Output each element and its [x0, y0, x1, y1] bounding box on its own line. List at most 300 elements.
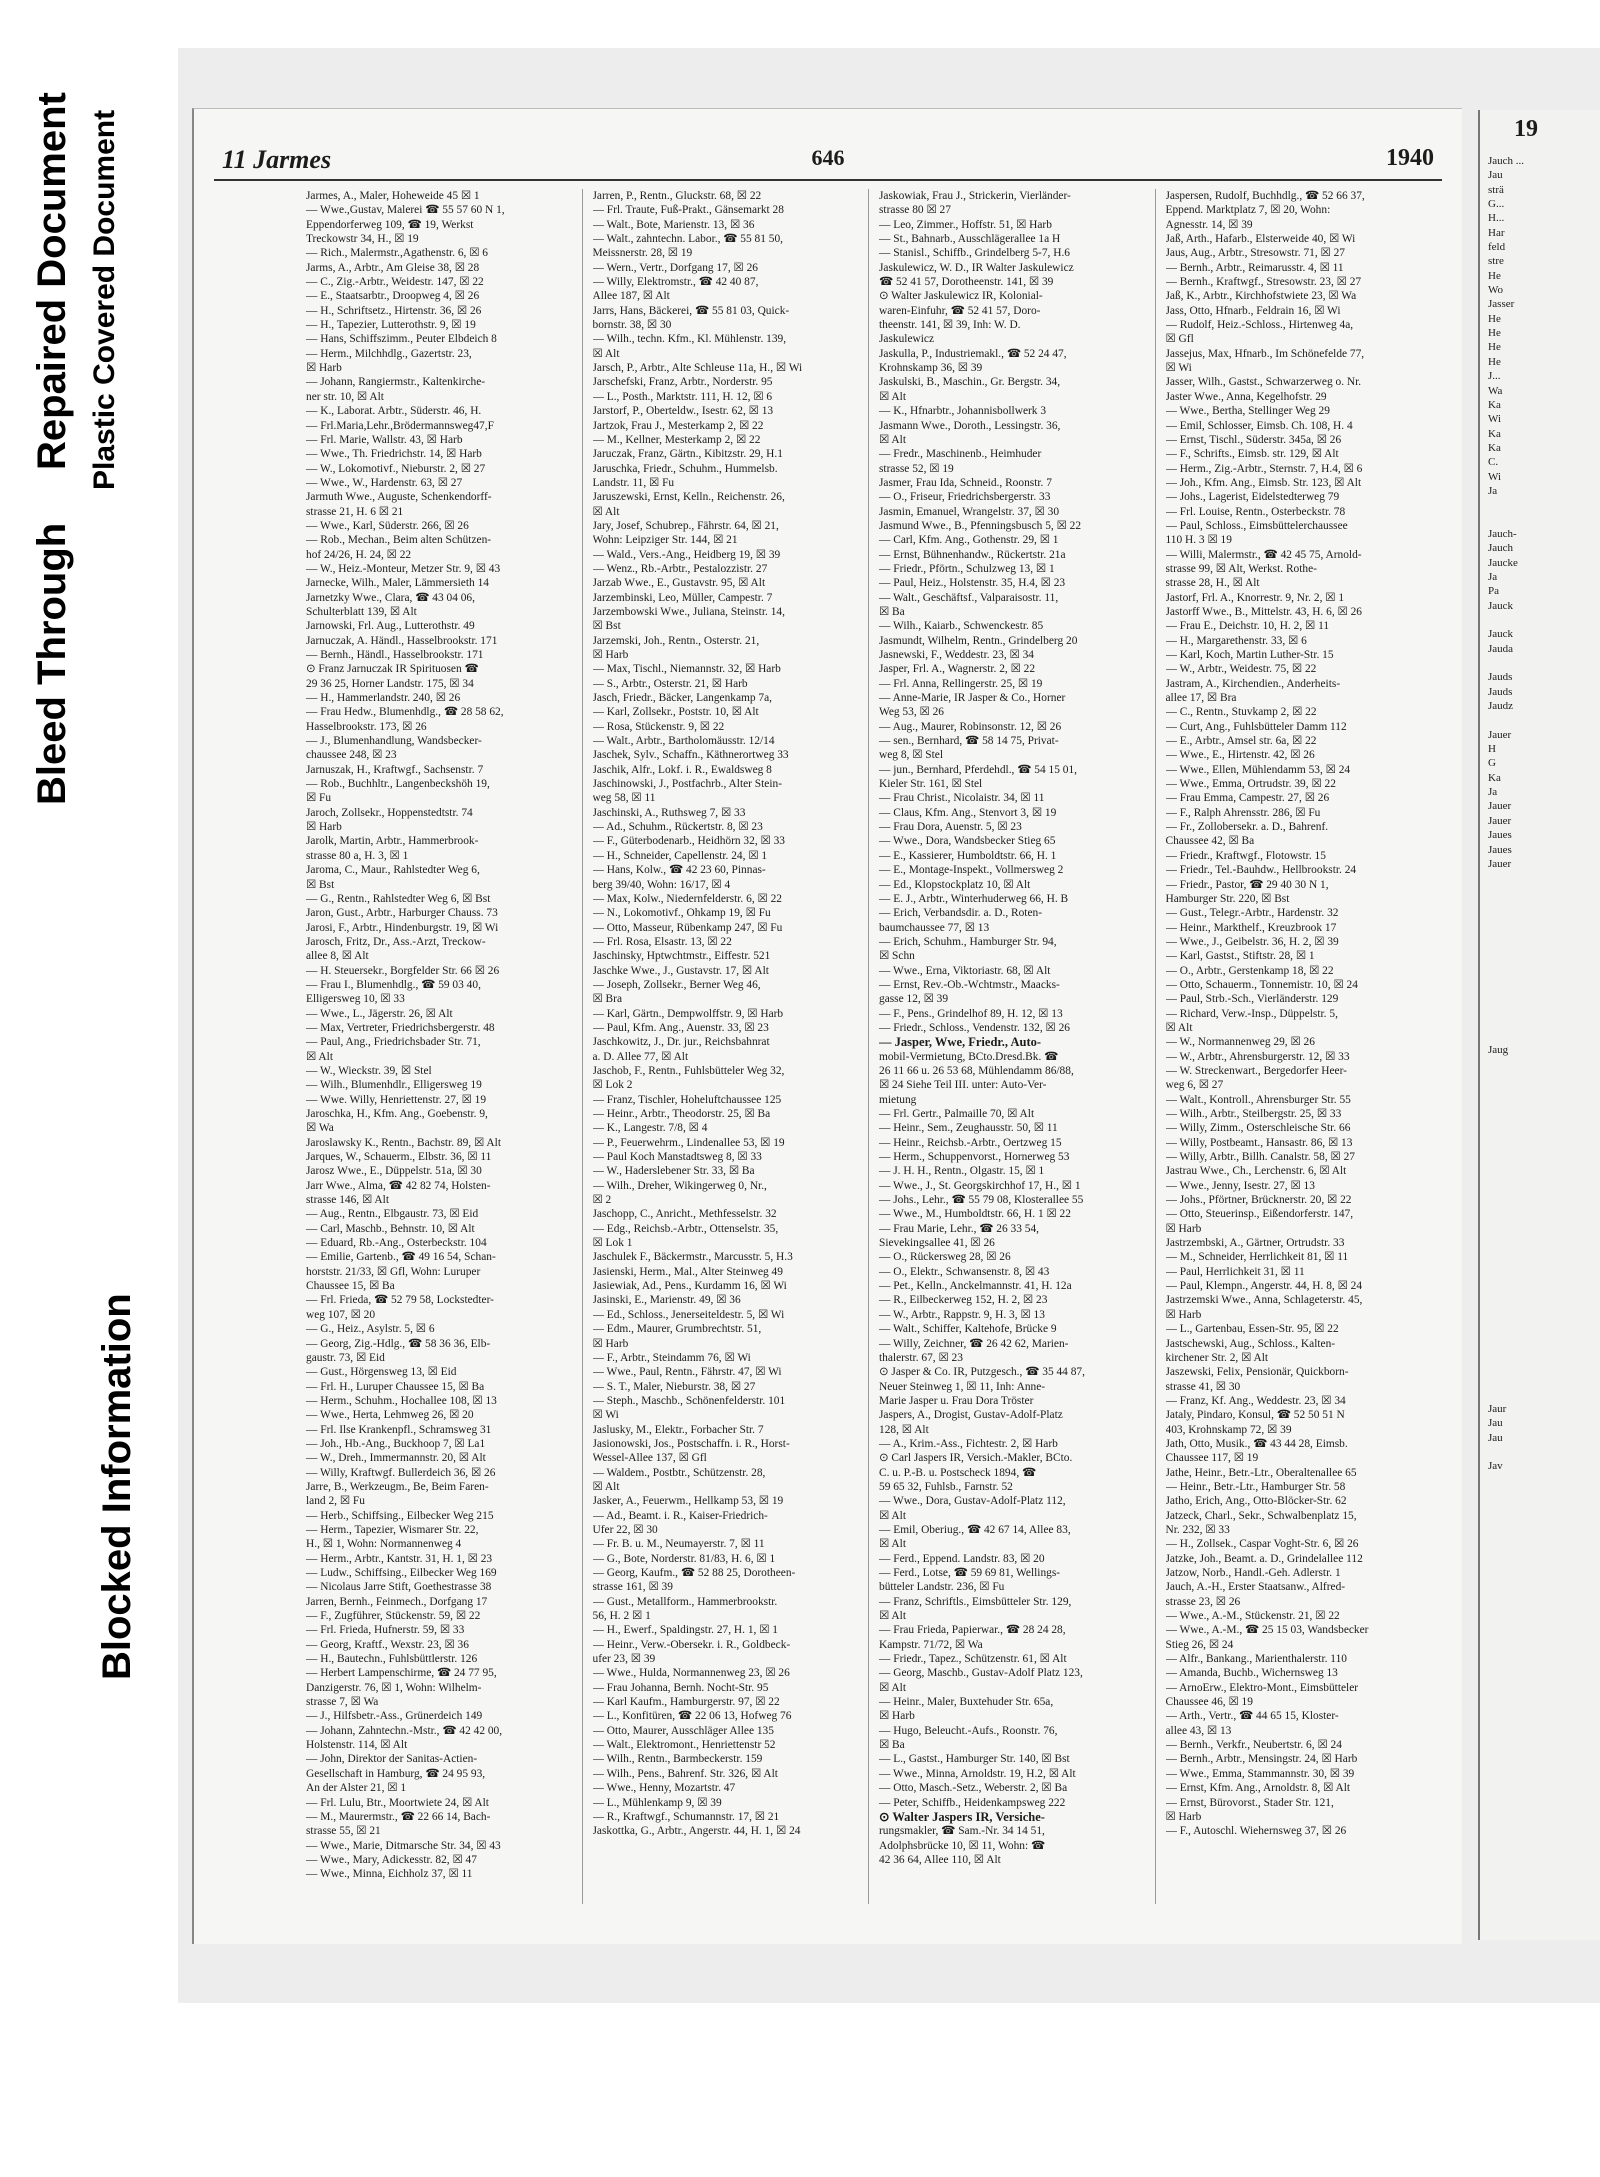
adjacent-page-line [1480, 1144, 1600, 1158]
directory-entry-line: — Ed., Schloss., Jenerseiteldestr. 5, ☒ Wi [592, 1308, 785, 1321]
directory-entry-line: — F., Ralph Ahrensstr. 286, ☒ Fu [1165, 806, 1321, 819]
directory-entry-line: — G., Heiz., Asylstr. 5, ☒ 6 [306, 1323, 435, 1336]
directory-entry-line: — Johs., Pförtner, Brücknerstr. 20, ☒ 22 [1165, 1194, 1352, 1207]
directory-entry-line: Jaskottka, G., Arbtr., Angerstr. 44, H. 1, ☒ 24 [592, 1825, 801, 1838]
adjacent-page-line: Jauck [1488, 599, 1514, 612]
directory-entry-line: Jaschulek F., Bäckermstr., Marcusstr. 5, H.3 [592, 1251, 793, 1264]
adjacent-page-line: Jaues [1488, 829, 1512, 842]
directory-entry-line: — Herbert Lampenschirme, ☎ 24 77 95, [306, 1667, 497, 1680]
directory-entry-line: — W., Wieckstr. 39, ☒ Stel [306, 1064, 432, 1077]
adjacent-page-line [1480, 1072, 1600, 1086]
adjacent-page-line [1480, 943, 1600, 957]
adjacent-page-edge [1478, 110, 1600, 1940]
directory-entry-line: Jastschewski, Aug., Schloss., Kalten- [1165, 1337, 1336, 1350]
directory-entry-line: — sen., Bernhard, ☎ 58 14 75, Privat- [879, 735, 1059, 748]
directory-entry-line: — H., Ewerf., Spaldingstr. 27, H. 1, ☒ 1 [592, 1624, 778, 1637]
adjacent-page-line [1480, 1029, 1600, 1043]
directory-entry-line: — Wenz., Rb.-Arbtr., Pestalozzistr. 27 [592, 562, 768, 575]
directory-entry-line: — Willi, Malermstr., ☎ 42 45 75, Arnold- [1165, 548, 1362, 561]
directory-entry-line: Jaus, Aug., Arbtr., Stresowstr. 71, ☒ 27 [1165, 247, 1345, 260]
directory-entry-line: Jarosch, Fritz, Dr., Ass.-Arzt, Treckow- [306, 935, 486, 948]
directory-entry-line: — Rosa, Stückenstr. 9, ☒ 22 [592, 720, 725, 733]
directory-entry-line: — Ernst, Bühnenhandw., Rückertstr. 21a [879, 548, 1066, 561]
adjacent-page-line: Jauch- [1488, 527, 1517, 540]
adjacent-page-line [1480, 513, 1600, 527]
directory-entry-line: Krohnskamp 36, ☒ 39 [879, 362, 983, 375]
directory-entry-line: Jarques, W., Schauerm., Elbstr. 36, ☒ 11 [306, 1151, 492, 1164]
directory-entry-line: — Heinr., Arbtr., Theodorstr. 25, ☒ Ba [592, 1108, 771, 1120]
directory-entry-line: — Frl. Rosa, Elsastr. 13, ☒ 22 [592, 935, 732, 948]
adjacent-page-line [1480, 1388, 1600, 1402]
directory-entry-line: ☒ Alt [592, 347, 620, 360]
directory-entry-line: Sievekingsallee 41, ☒ 26 [879, 1237, 995, 1250]
directory-entry-line: strasse 80 ☒ 27 [879, 204, 951, 217]
directory-entry-line: — Willy, Arbtr., Billh. Canalstr. 58, ☒ 27 [1165, 1151, 1355, 1164]
directory-entry-line: — Nicolaus Jarre Stift, Goethestrasse 38 [306, 1581, 492, 1594]
adjacent-page-line: stre [1488, 255, 1504, 268]
adjacent-page-line: Jau [1488, 169, 1503, 182]
directory-entry-line: Meissnerstr. 28, ☒ 19 [592, 247, 693, 260]
directory-entry-line: weg 107, ☒ 20 [306, 1308, 376, 1321]
directory-entry-line: — Otto, Schauerm., Tonnemistr. 10, ☒ 24 [1165, 978, 1358, 991]
directory-entry-line: — Curt, Ang., Fuhlsbütteler Damm 112 [1165, 720, 1347, 733]
directory-entry-line: — Wwe., Emma, Ortrudstr. 39, ☒ 22 [1165, 778, 1336, 791]
adjacent-page-line [1480, 1215, 1600, 1229]
directory-entry-line: — Wwe., Henny, Mozartstr. 47 [592, 1782, 736, 1795]
directory-entry-line: ☒ Alt [306, 1050, 333, 1063]
directory-entry-line: — Ernst, Tischl., Süderstr. 345a, ☒ 26 [1165, 433, 1342, 446]
directory-entry-line: — Johs., Lehr., ☎ 55 79 08, Klosterallee 55 [879, 1194, 1084, 1207]
directory-entry-line: — Waldem., Postbtr., Schützenstr. 28, [592, 1466, 766, 1479]
directory-entry-line: — Bernh., Verkfr., Neubertstr. 6, ☒ 24 [1165, 1739, 1342, 1752]
directory-entry-line: Jasmer, Frau Ida, Schneid., Roonstr. 7 [879, 476, 1052, 489]
directory-entry-line: — Friedr., Tapez., Schützenstr. 61, ☒ Alt [879, 1653, 1067, 1666]
adjacent-page-line: Jauer [1488, 814, 1512, 827]
directory-entry-line: — Joh., Hb.-Ang., Buckhoop 7, ☒ La1 [306, 1437, 486, 1450]
directory-entry-line: ☒ Harb [1165, 1222, 1202, 1235]
directory-entry-line: strasse 55, ☒ 21 [306, 1825, 381, 1838]
adjacent-page-line: Wi [1488, 413, 1501, 426]
directory-entry-line: — Wwe., Erna, Viktoriastr. 68, ☒ Alt [879, 964, 1051, 977]
directory-entry-line: — Fredr., Maschinenb., Heimhuder [879, 448, 1042, 461]
adjacent-page-line [1480, 656, 1600, 670]
directory-entry-line: strasse 7, ☒ Wa [306, 1696, 379, 1709]
directory-entry-line: — Georg, Kaufm., ☎ 52 88 25, Dorotheen- [592, 1567, 796, 1579]
directory-entry-line: — Frl. Ilse Krankenpfl., Schramsweg 31 [306, 1423, 492, 1436]
adjacent-page-line [1480, 1287, 1600, 1301]
directory-entry-line: — Otto, Masseur, Rübenkamp 247, ☒ Fu [592, 921, 783, 934]
directory-entry-line: ☒ Wi [592, 1409, 619, 1422]
directory-entry-line: — Bernh., Arbtr., Mensingstr. 24, ☒ Harb [1165, 1753, 1358, 1766]
directory-entry-line: — Wwe., Dora, Wandsbecker Stieg 65 [879, 835, 1056, 848]
directory-entry-line: rungsmakler, ☎ Sam.-Nr. 34 14 51, [879, 1825, 1045, 1838]
directory-entry-line: — Joh., Kfm. Ang., Eimsb. Str. 123, ☒ Alt [1165, 476, 1362, 489]
directory-entry-line: ☒ Ba [879, 1739, 905, 1752]
directory-entry-line: Jaruszewski, Ernst, Kelln., Reichenstr. 26, [592, 491, 785, 504]
directory-entry-line: Jaslusky, M., Elektr., Forbacher Str. 7 [592, 1423, 764, 1436]
directory-entry-line: — J. H. H., Rentn., Olgastr. 15, ☒ 1 [879, 1165, 1045, 1178]
directory-entry-line: — Frau Marie, Lehr., ☎ 26 33 54, [879, 1222, 1040, 1235]
directory-entry-line: — Frl. Frieda, Hufnerstr. 59, ☒ 33 [306, 1624, 465, 1637]
directory-entry-line: Jarre, B., Werkzeugm., Be, Beim Faren- [306, 1480, 489, 1493]
directory-entry-line: — O., Arbtr., Gerstenkamp 18, ☒ 22 [1165, 964, 1334, 977]
directory-entry-line: Jaskulewicz [879, 333, 935, 346]
directory-entry-line: — Emil, Schlosser, Eimsb. Ch. 108, H. 4 [1165, 419, 1353, 432]
directory-entry-line: ☒ Alt [879, 433, 906, 446]
directory-entry-line: — Ferd., Eppend. Landstr. 83, ☒ 20 [879, 1552, 1045, 1565]
directory-entry-line: — O., Friseur, Friedrichsbergerstr. 33 [879, 491, 1051, 504]
directory-entry-line: — N., Lokomotivf., Ohkamp 19, ☒ Fu [592, 907, 771, 920]
directory-entry-line: Jatzeck, Charl., Sekr., Schwalbenplatz 15, [1165, 1509, 1357, 1522]
directory-entry-line: — Jasper, Wwe, Friedr., Auto- [879, 1035, 1042, 1050]
directory-entry-line: — St., Bahnarb., Ausschlägerallee 1a H [879, 233, 1061, 246]
adjacent-page-line: Jau [1488, 1417, 1503, 1430]
directory-entry-line: — Pet., Kelln., Anckelmannstr. 41, H. 12a [879, 1280, 1072, 1293]
directory-entry-line: Jaszewski, Felix, Pensionär, Quickborn- [1165, 1366, 1349, 1379]
directory-entry-line: — Rob., Buchhltr., Langenbeckshöh 19, [306, 778, 490, 791]
directory-entry-line: — E. J., Arbtr., Winterhuderweg 66, H. B [879, 892, 1069, 905]
directory-entry-line: Jatho, Erich, Ang., Otto-Blöcker-Str. 62 [1165, 1495, 1347, 1508]
directory-entry-line: — W. Streckenwart., Bergedorfer Heer- [1165, 1064, 1347, 1077]
directory-entry-line: — Paul, Kfm. Ang., Auenstr. 33, ☒ 23 [592, 1021, 769, 1034]
directory-entry-line: Ufer 22, ☒ 30 [592, 1523, 658, 1536]
directory-entry-line: ☒ Harb [1165, 1810, 1202, 1823]
adjacent-page-line: Ka [1488, 771, 1501, 784]
directory-entry-line: Chaussee 15, ☒ Ba [306, 1280, 395, 1293]
directory-entry-line: — Frau Johanna, Bernh. Nocht-Str. 95 [592, 1681, 769, 1694]
directory-entry-line: — Wwe., Hulda, Normannenweg 23, ☒ 26 [592, 1667, 790, 1680]
adjacent-page-line: He [1488, 269, 1501, 282]
directory-entry-line: — Willy, Postbeamt., Hansastr. 86, ☒ 13 [1165, 1136, 1353, 1149]
directory-entry-line: — Gust., Telegr.-Arbtr., Hardenstr. 32 [1165, 907, 1339, 920]
directory-entry-line: Jaron, Gust., Arbtr., Harburger Chauss. 73 [306, 907, 498, 920]
directory-entry-line: — Emil, Oberiug., ☎ 42 67 14, Allee 83, [879, 1523, 1071, 1536]
directory-entry-line: — C., Zig.-Arbtr., Weidestr. 147, ☒ 22 [306, 276, 484, 289]
directory-entry-line: Jaskowiak, Frau J., Strickerin, Vierländer- [879, 190, 1071, 202]
adjacent-page-line: Ja [1488, 786, 1498, 799]
directory-entry-line: — Max, Tischl., Niemannstr. 32, ☒ Harb [592, 663, 781, 676]
adjacent-page-line: Ka [1488, 441, 1501, 454]
directory-entry-line: — Ad., Beamt. i. R., Kaiser-Friedrich- [592, 1509, 768, 1522]
directory-entry-line: Jaß, Arth., Hafarb., Elsterweide 40, ☒ Wi [1165, 233, 1356, 246]
directory-entry-line: — Frl. Gertr., Palmaille 70, ☒ Alt [879, 1108, 1035, 1120]
directory-entry-line: — Karl, Koch, Martin Luther-Str. 15 [1165, 649, 1334, 661]
directory-entry-line: — Friedr., Schloss., Vendenstr. 132, ☒ 26 [879, 1021, 1070, 1034]
adjacent-page-line [1480, 1445, 1600, 1459]
adjacent-page-line: strä [1488, 183, 1504, 196]
directory-entry-line: — Paul Koch Manstadtsweg 8, ☒ 33 [592, 1151, 762, 1164]
directory-entry-line: — Frl. Traute, Fuß-Prakt., Gänsemarkt 28 [592, 204, 784, 217]
directory-entry-line: — P., Feuerwehrm., Lindenallee 53, ☒ 19 [592, 1136, 785, 1149]
adjacent-page-line [1480, 1244, 1600, 1258]
directory-entry-line: ufer 23, ☒ 39 [592, 1653, 656, 1666]
directory-entry-line: — Frl. Lulu, Btr., Moortwiete 24, ☒ Alt [306, 1796, 489, 1809]
year-label: 1940 [1386, 145, 1434, 171]
directory-entry-line: ☒ Alt [879, 1610, 906, 1623]
adjacent-page-line [1480, 1000, 1600, 1014]
directory-entry-line: — L., Gartenbau, Essen-Str. 95, ☒ 22 [1165, 1323, 1339, 1336]
directory-entry-line: ⊙ Carl Jaspers IR, Versich.-Makler, BCto. [879, 1452, 1073, 1465]
directory-entry-line: ☒ Alt [592, 505, 620, 518]
directory-entry-line: — Ludw., Schiffsing., Eilbecker Weg 169 [306, 1567, 497, 1579]
adjacent-page-line [1480, 1258, 1600, 1272]
directory-entry-line: Jarstorf, P., Oberteldw., Isestr. 62, ☒ 13 [592, 405, 774, 418]
directory-entry-line: — W., Arbtr., Weidestr. 75, ☒ 22 [1165, 663, 1317, 676]
directory-entry-line: ☒ Alt [592, 1480, 620, 1493]
directory-entry-line: — Wwe., W., Hardenstr. 63, ☒ 27 [306, 476, 463, 489]
directory-entry-line: Weg 53, ☒ 26 [879, 706, 944, 719]
directory-entry-line: Jaschinski, A., Ruthsweg 7, ☒ 33 [592, 806, 746, 819]
directory-entry-line: — jun., Bernhard, Pferdehdl., ☎ 54 15 01, [879, 763, 1077, 776]
column-3 [879, 189, 1156, 1904]
directory-entry-line: allee 43, ☒ 13 [1165, 1724, 1232, 1737]
adjacent-page-line: Jauer [1488, 857, 1512, 870]
directory-entry-line: — S., Arbtr., Osterstr. 21, ☒ Harb [592, 677, 748, 690]
directory-entry-line: weg 58, ☒ 11 [592, 792, 656, 805]
directory-entry-line: — Ferd., Lotse, ☎ 59 69 81, Wellings- [879, 1567, 1061, 1579]
directory-entry-line: Jasper, Frl. A., Wagnerstr. 2, ☒ 22 [879, 663, 1036, 676]
directory-entry-line: — E., Staatsarbtr., Droopweg 4, ☒ 26 [306, 290, 480, 303]
directory-entry-line: — Fr. B. u. M., Neumayerstr. 7, ☒ 11 [592, 1538, 765, 1551]
directory-entry-line: 128, ☒ Alt [879, 1423, 929, 1436]
directory-entry-line: — Franz, Schriftls., Eimsbütteler Str. 129, [879, 1595, 1072, 1608]
adjacent-page-line [1480, 713, 1600, 727]
directory-entry-line: Jarzembowski Wwe., Juliana, Steinstr. 14, [592, 605, 785, 618]
directory-entry-line: — H., Schneider, Capellenstr. 24, ☒ 1 [592, 849, 768, 862]
directory-entry-line: Jarren, Bernh., Feinmech., Dorfgang 17 [306, 1595, 488, 1608]
directory-entry-line: Treckowstr 34, H., ☒ 19 [306, 233, 419, 246]
directory-entry-line: — Frl. Anna, Rellingerstr. 25, ☒ 19 [879, 677, 1043, 690]
adjacent-page-line [1480, 1230, 1600, 1244]
directory-entry-line: Jasser, Wilh., Gastst., Schwarzerweg o. Nr. [1165, 376, 1362, 389]
directory-entry-line: — Carl, Maschb., Behnstr. 10, ☒ Alt [306, 1222, 475, 1235]
directory-entry-line: Jarr Wwe., Alma, ☎ 42 82 74, Holsten- [306, 1179, 491, 1192]
adjacent-page-line [1480, 929, 1600, 943]
directory-entry-line: Hasselbrookstr. 173, ☒ 26 [306, 720, 427, 733]
directory-entry-line: Jath, Otto, Musik., ☎ 43 44 28, Eimsb. [1165, 1437, 1348, 1450]
directory-entry-line: — Wwe., Emma, Stammannstr. 30, ☒ 39 [1165, 1767, 1355, 1780]
directory-entry-line: — H., Bautechn., Fuhlsbüttlerstr. 126 [306, 1653, 478, 1666]
directory-entry-line: — M., Kellner, Mesterkamp 2, ☒ 22 [592, 433, 761, 446]
directory-entry-line: Schulterblatt 139, ☒ Alt [306, 605, 417, 618]
directory-entry-line: — Walt., Geschäftsf., Valparaisostr. 11, [879, 591, 1059, 604]
directory-entry-line: Eppendorferweg 109, ☎ 19, Werkst [306, 218, 474, 231]
directory-entry-line: — Hans, Schiffszimm., Peuter Elbdeich 8 [306, 333, 497, 346]
directory-entry-line: 26 11 66 u. 26 53 68, Mühlendamm 86/88, [879, 1064, 1074, 1077]
directory-entry-line: — Willy, Zeichner, ☎ 26 42 62, Marien- [879, 1337, 1069, 1350]
adjacent-page-line: Jasser [1488, 298, 1515, 311]
directory-entry-line: — Willy, Elektromstr., ☎ 42 40 87, [592, 276, 759, 289]
adjacent-page-line: Jauck [1488, 628, 1514, 641]
directory-entry-line: Nr. 232, ☒ 33 [1165, 1523, 1230, 1536]
adjacent-page-line [1480, 1273, 1600, 1287]
directory-entry-line: — F., Autoschl. Wiehernsweg 37, ☒ 26 [1165, 1825, 1347, 1838]
directory-entry-line: — W., Arbtr., Rappstr. 9, H. 3, ☒ 13 [879, 1308, 1045, 1321]
adjacent-page-line [1480, 972, 1600, 986]
directory-entry-line: — Stanisl., Schiffb., Grindelberg 5-7, H.6 [879, 247, 1070, 260]
directory-entry-line: Jarmes, A., Maler, Hoheweide 45 ☒ 1 [306, 190, 480, 202]
directory-entry-line: — Herm., Milchhdlg., Gazertstr. 23, [306, 347, 472, 360]
directory-entry-line: — Herm., Arbtr., Kantstr. 31, H. 1, ☒ 23 [306, 1552, 493, 1565]
directory-entry-line: — F., Zugführer, Stückenstr. 59, ☒ 22 [306, 1610, 481, 1623]
adjacent-page-line: H [1488, 743, 1496, 756]
directory-entry-line: land 2, ☒ Fu [306, 1495, 365, 1508]
directory-entry-line: — K., Laborat. Arbtr., Süderstr. 46, H. [306, 405, 482, 418]
directory-entry-line: — Frau Emma, Campestr. 27, ☒ 26 [1165, 792, 1330, 805]
directory-entry-line: — Frl. Marie, Wallstr. 43, ☒ Harb [306, 433, 463, 446]
adjacent-page-line [1480, 1129, 1600, 1143]
directory-entry-line: ⊙ Walter Jaspers IR, Versiche- [879, 1809, 1045, 1824]
directory-entry-line: ☒ Harb [306, 362, 342, 375]
directory-entry-line: Agnesstr. 14, ☒ 39 [1165, 218, 1253, 231]
directory-entry-line: Jarnuszak, H., Kraftwgf., Sachsenstr. 7 [306, 763, 484, 776]
adjacent-page-line: H... [1488, 212, 1505, 225]
directory-entry-line: — Heinr., Markthelf., Kreuzbrook 17 [1165, 921, 1337, 934]
directory-entry-line: Jasmund Wwe., B., Pfenningsbusch 5, ☒ 22 [879, 519, 1082, 532]
directory-entry-line: — Wwe., Ellen, Mühlendamm 53, ☒ 24 [1165, 763, 1351, 776]
directory-entry-line: chaussee 248, ☒ 23 [306, 749, 397, 762]
directory-entry-line: — L., Posth., Marktstr. 111, H. 12, ☒ 6 [592, 390, 773, 403]
directory-entry-line: — Max, Vertreter, Friedrichsbergerstr. 48 [306, 1021, 495, 1034]
running-head: 11 Jarmes [222, 145, 332, 174]
directory-entry-line: — John, Direktor der Sanitas-Actien- [306, 1753, 478, 1766]
adjacent-page-header: 19 [1514, 116, 1538, 142]
directory-entry-line: — R., Eilbeckerweg 152, H. 2, ☒ 23 [879, 1294, 1048, 1307]
directory-entry-line: — Richard, Verw.-Insp., Düppelstr. 5, [1165, 1007, 1338, 1020]
directory-entry-line: Jastram, A., Kirchendien., Anderheits- [1165, 677, 1341, 690]
directory-entry-line: weg 8, ☒ Stel [879, 749, 943, 762]
directory-entry-line: ⊙ Walter Jaskulewicz IR, Kolonial- [879, 290, 1043, 303]
adjacent-page-line [1480, 986, 1600, 1000]
adjacent-page-line: Jaur [1488, 1402, 1507, 1415]
directory-entry-line: Jataly, Pindaro, Konsul, ☎ 52 50 51 N [1165, 1409, 1345, 1422]
directory-entry-line: Jary, Josef, Schubrep., Fährstr. 64, ☒ 21, [592, 519, 779, 532]
directory-entry-line: — O., Elektr., Schwansenstr. 8, ☒ 43 [879, 1265, 1050, 1278]
directory-entry-line: — Willy, Zimm., Osterschleische Str. 66 [1165, 1122, 1351, 1135]
directory-entry-line: — Wilh., Blumenhdlr., Elligersweg 19 [306, 1079, 482, 1092]
adjacent-page-line [1480, 1330, 1600, 1344]
adjacent-page-line: Wi [1488, 470, 1501, 483]
adjacent-page-line: Jav [1488, 1460, 1503, 1473]
directory-entry-line: ⊙ Franz Jarnuczak IR Spirituosen ☎ [306, 663, 479, 676]
adjacent-page-line [1480, 1086, 1600, 1100]
directory-entry-line: — Steph., Maschb., Schönenfelderstr. 101 [592, 1394, 786, 1407]
directory-entry-line: ☒ Harb [592, 649, 629, 661]
directory-entry-line: ☒ Ba [879, 605, 905, 618]
directory-entry-line: Jass, Otto, Hfnarb., Feldrain 16, ☒ Wi [1165, 304, 1341, 317]
directory-entry-line: — Frau Frieda, Papierwar., ☎ 28 24 28, [879, 1624, 1066, 1637]
directory-entry-line: Jaschinsky, Hptwchtmstr., Eiffestr. 521 [592, 950, 771, 963]
directory-entry-line: strasse 52, ☒ 19 [879, 462, 954, 475]
directory-entry-line: Jarnowski, Frl. Aug., Lutterothstr. 49 [306, 620, 475, 633]
adjacent-page-line: He [1488, 341, 1501, 354]
directory-entry-line: Elligersweg 10, ☒ 33 [306, 993, 405, 1006]
directory-entry-line: 56, H. 2 ☒ 1 [592, 1610, 651, 1623]
directory-entry-line: — Eduard, Rb.-Ang., Osterbeckstr. 104 [306, 1237, 487, 1250]
directory-entry-line: Jarzembinski, Leo, Müller, Campestr. 7 [592, 591, 773, 604]
directory-page [192, 108, 1462, 1944]
directory-entry-line: — Aug., Maurer, Robinsonstr. 12, ☒ 26 [879, 720, 1062, 733]
adjacent-page-line: Jauds [1488, 685, 1513, 698]
directory-entry-line: Chaussee 46, ☒ 19 [1165, 1696, 1253, 1709]
directory-entry-line: Jaskulla, P., Industriemakl., ☎ 52 24 47, [879, 347, 1067, 360]
directory-entry-line: — Herm., Schuhm., Hochallee 108, ☒ 13 [306, 1394, 497, 1407]
adjacent-page-line: Ka [1488, 427, 1501, 440]
directory-entry-line: — F., Arbtr., Steindamm 76, ☒ Wi [592, 1351, 751, 1364]
directory-entry-line: — Otto, Masch.-Setz., Weberstr. 2, ☒ Ba [879, 1782, 1068, 1795]
adjacent-page-line: Jaucke [1488, 556, 1518, 569]
directory-entry-line: — Edm., Maurer, Grumbrechtstr. 51, [592, 1323, 762, 1336]
directory-entry-line: — Bernh., Händl., Hasselbrookstr. 171 [306, 649, 484, 661]
directory-entry-line: — Wwe., Minna, Arnoldstr. 19, H.2, ☒ Alt [879, 1767, 1076, 1780]
directory-entry-line: ☒ Bra [592, 993, 623, 1006]
directory-entry-line: — G., Bote, Norderstr. 81/83, H. 6, ☒ 1 [592, 1552, 776, 1565]
directory-entry-line: — H. Steuersekr., Borgfelder Str. 66 ☒ 26 [306, 964, 500, 977]
directory-entry-line: — Paul, Herrlichkeit 31, ☒ 11 [1165, 1265, 1305, 1278]
directory-entry-line: — Alfr., Bankang., Marienthalerstr. 110 [1165, 1653, 1347, 1666]
directory-entry-line: Jaschinowski, J., Postfachrb., Alter Stein- [592, 778, 783, 791]
directory-entry-line: An der Alster 21, ☒ 1 [306, 1782, 407, 1795]
adjacent-page-line: Jauds [1488, 671, 1513, 684]
directory-entry-line: Jaschik, Alfr., Lokf. i. R., Ewaldsweg 8 [592, 763, 772, 776]
directory-entry-line: — Wwe., L., Jägerstr. 26, ☒ Alt [306, 1007, 453, 1020]
directory-entry-line: — Wwe., Mary, Adickesstr. 82, ☒ 47 [306, 1853, 477, 1866]
adjacent-page-line: G [1488, 757, 1496, 770]
directory-entry-line: — Anne-Marie, IR Jasper & Co., Horner [879, 692, 1066, 705]
directory-entry-line: Chaussee 117, ☒ 19 [1165, 1452, 1259, 1465]
directory-entry-line: ☒ Gfl [1165, 333, 1194, 346]
directory-entry-line: ☒ 2 [592, 1194, 612, 1207]
directory-entry-line: — Herm., Zig.-Arbtr., Sternstr. 7, H.4, ☒ 6 [1165, 462, 1363, 475]
directory-entry-line: — F., Pens., Grindelhof 89, H. 12, ☒ 13 [879, 1007, 1063, 1020]
directory-entry-line: — F., Schrifts., Eimsb. str. 129, ☒ Alt [1165, 448, 1339, 461]
directory-entry-line: Kieler Str. 161, ☒ Stel [879, 778, 983, 791]
directory-entry-line: baumchaussee 77, ☒ 13 [879, 921, 990, 934]
directory-entry-line: — Gust., Hörgensweg 13, ☒ Eid [306, 1366, 457, 1379]
directory-entry-line: gaustr. 73, ☒ Eid [306, 1351, 385, 1364]
directory-entry-line: Jastrau Wwe., Ch., Lerchenstr. 6, ☒ Alt [1165, 1165, 1347, 1178]
directory-entry-line: — Wilh., Rentn., Barmbeckerstr. 159 [592, 1753, 763, 1766]
directory-entry-line: ☒ Harb [1165, 1308, 1202, 1321]
directory-entry-line: — W., Dreh., Immermannstr. 20, ☒ Alt [306, 1452, 486, 1465]
adjacent-page-line: Ja [1488, 484, 1498, 497]
adjacent-page-line: G... [1488, 198, 1505, 211]
directory-entry-line: — G., Rentn., Rahlstedter Weg 6, ☒ Bst [306, 892, 491, 905]
directory-entry-line: 29 36 25, Horner Landstr. 175, ☒ 34 [306, 677, 474, 690]
directory-entry-line: Holstenstr. 114, ☒ Alt [306, 1739, 408, 1752]
directory-entry-line: waren-Einfuhr, ☎ 52 41 57, Doro- [879, 304, 1041, 317]
directory-entry-line: Jartzok, Frau J., Mesterkamp 2, ☒ 22 [592, 419, 764, 432]
directory-entry-line: — Franz, Kf. Ang., Weddestr. 23, ☒ 34 [1165, 1394, 1346, 1407]
adjacent-page-line [1480, 1058, 1600, 1072]
directory-entry-line: strasse 146, ☒ Alt [306, 1194, 389, 1207]
directory-entry-line: Jaroslawsky K., Rentn., Bachstr. 89, ☒ Alt [306, 1136, 501, 1149]
directory-entry-line: — Frau Dora, Auenstr. 5, ☒ 23 [879, 821, 1022, 834]
directory-entry-line: Jarnuczak, A. Händl., Hasselbrookstr. 171 [306, 634, 498, 647]
directory-entry-line: Jaskulewicz, W. D., IR Walter Jaskulewicz [879, 261, 1074, 274]
directory-entry-line: — Friedr., Kraftwgf., Flotowstr. 15 [1165, 849, 1326, 862]
directory-entry-line: — Claus, Kfm. Ang., Stenvort 3, ☒ 19 [879, 806, 1057, 819]
adjacent-page-line: Jaug [1488, 1044, 1509, 1057]
directory-entry-line: — Paul, Klempn., Angerstr. 44, H. 8, ☒ 24 [1165, 1280, 1363, 1293]
directory-entry-line: — Edg., Reichsb.-Arbtr., Ottenselstr. 35, [592, 1222, 779, 1235]
directory-entry-line: Jastrzembski, A., Gärtner, Ortrudstr. 33 [1165, 1237, 1345, 1250]
label-bleed-through: Bleed Through [30, 522, 74, 805]
directory-entry-line: Jarzab Wwe., E., Gustavstr. 95, ☒ Alt [592, 577, 766, 590]
directory-entry-line: Jarschefski, Franz, Arbtr., Norderstr. 95 [592, 376, 773, 389]
adjacent-page-line [1480, 613, 1600, 627]
directory-entry-line: Jarosz Wwe., E., Düppelstr. 51a, ☒ 30 [306, 1165, 482, 1178]
